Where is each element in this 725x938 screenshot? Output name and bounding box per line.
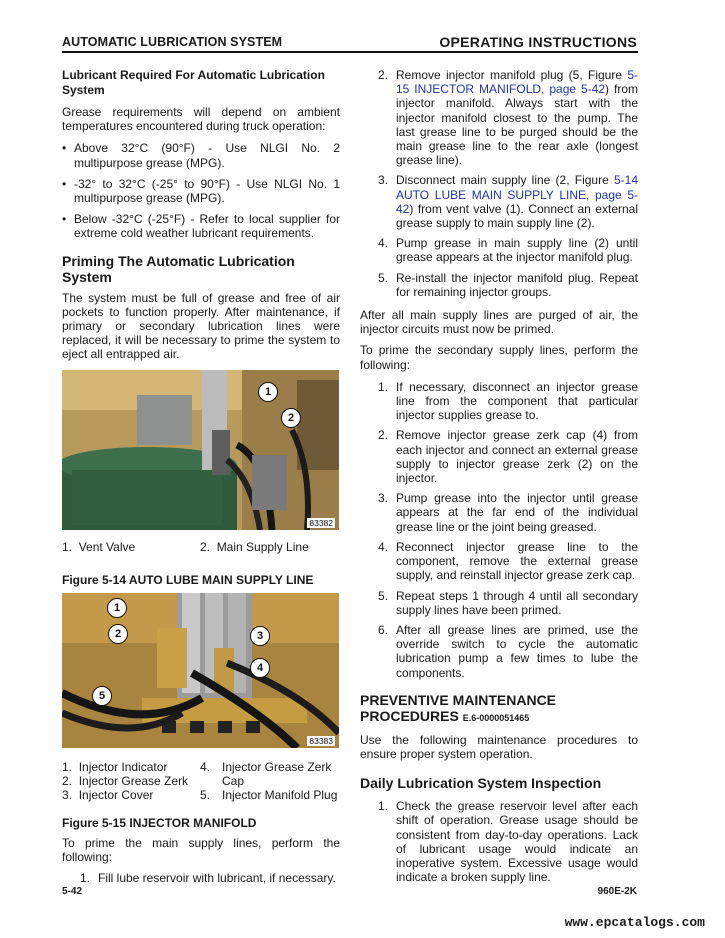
- lube-pump-illustration: [62, 370, 339, 530]
- step-item: 5. Repeat steps 1 through 4 until all secondary supply lines have been primed.: [378, 588, 638, 617]
- bullet-item: • Below -32°C (-25°F) - Refer to local supplier for extreme cold weather lubricant requirements.: [62, 212, 340, 240]
- step-item: 4. Reconnect injector grease line to the component, remove the external grease supply, and reinstall injector grease zerk cap.: [378, 539, 638, 583]
- legend-item: 2. Main Supply Line: [200, 540, 309, 554]
- callout-2: 2: [108, 624, 128, 644]
- legend-item: 5. Injector Manifold Plug: [200, 788, 338, 802]
- legend-item: 4. Injector Grease Zerk Cap: [200, 760, 332, 788]
- step-item: 3. Pump grease into the injector until grease appears at the far end of the individual grease line or the joint being greased.: [378, 491, 638, 534]
- prime-main-step: 1. Fill lube reservoir with lubricant, if necessary.: [80, 871, 336, 886]
- step-item: 2. Remove injector manifold plug (5, Figure 5-15 INJECTOR MANIFOLD, page 5-42) from injector manifold. Always start with the injector manifold closest to the pump. The last grease line to be purged should be the main grease line to the rear axle (longest grease line).: [378, 68, 638, 168]
- prime-main-intro: To prime the main supply lines, perform the following:: [62, 836, 340, 865]
- secondary-steps: [360, 380, 638, 680]
- pm-heading: PREVENTIVE MAINTENANCE PROCEDURES E.6-0000051465: [360, 691, 557, 724]
- legend-column-left: [62, 760, 188, 802]
- priming-heading: Priming The Automatic Lubrication System: [62, 252, 295, 285]
- daily-steps: [360, 799, 638, 884]
- purged-text: After all main supply lines are purged of air, the injector circuits must now be primed.: [360, 308, 638, 337]
- callout-3: 3: [250, 626, 270, 646]
- step-item: 2. Remove injector grease zerk cap (4) from each injector and connect an external grease supply to injector grease zerk (2) on the injector.: [378, 428, 638, 486]
- step-item: 3. Disconnect main supply line (2, Figure 5-14 AUTO LUBE MAIN SUPPLY LINE, page 5-42) from vent valve (1). Connect an external grease supply to main supply line (2).: [378, 173, 638, 231]
- legend-item: 1. Vent Valve: [62, 540, 136, 554]
- page-number: 5-42: [62, 886, 83, 897]
- model-number: 960E-2K: [597, 886, 637, 897]
- step-item: 4. Pump grease in main supply line (2) until grease appears at the injector manifold plug.: [378, 236, 638, 265]
- main-supply-steps: [360, 68, 638, 299]
- legend-item: 3. Injector Cover: [62, 788, 154, 802]
- legend-item: 1. Injector Indicator: [62, 760, 168, 774]
- callout-5: 5: [92, 686, 112, 706]
- website-watermark[interactable]: www.epcatalogs.com: [564, 915, 705, 930]
- step-item: 1. Check the grease reservoir level after each shift of operation. Grease usage should be consistent from day-to-day operations. Lack of lubricant usage would indicate an inoperative system. Excessive usage would indicate a broken supply line.: [378, 799, 638, 885]
- injector-manifold-illustration: [62, 593, 339, 748]
- lubricant-heading: Lubricant Required For Automatic Lubrication System: [62, 68, 325, 97]
- secondary-intro: To prime the secondary supply lines, perform the following:: [360, 343, 638, 372]
- photo-number: 83383: [309, 736, 333, 746]
- pm-code: E.6-0000051465: [462, 712, 530, 723]
- section-title: AUTOMATIC LUBRICATION SYSTEM: [62, 35, 283, 49]
- chapter-title: OPERATING INSTRUCTIONS: [439, 34, 637, 50]
- figure-15-photo: [62, 593, 339, 748]
- figure-link[interactable]: 5-14 AUTO LUBE MAIN SUPPLY LINE, page 5-42: [396, 173, 638, 216]
- lubricant-bullets: [62, 141, 340, 240]
- step-item: 1. If necessary, disconnect an injector grease line from the component that particular injector supplies grease to.: [378, 379, 638, 423]
- bullet-item: • -32° to 32°C (-25° to 90°F) - Use NLGI No. 1 multipurpose grease (MPG).: [62, 177, 340, 205]
- legend-item: 2. Injector Grease Zerk: [62, 774, 189, 788]
- right-column: [360, 68, 638, 890]
- callout-4: 4: [250, 658, 270, 678]
- callout-1: 1: [258, 382, 278, 402]
- figure-link[interactable]: 5-15 INJECTOR MANIFOLD, page 5-42: [396, 68, 638, 97]
- pm-text: Use the following maintenance procedures to ensure proper system operation.: [360, 732, 638, 761]
- lubricant-intro: Grease requirements will depend on ambient temperatures encountered during truck operation:: [62, 105, 340, 134]
- step-item: 6. After all grease lines are primed, use the override switch to cycle the automatic lubrication pump a few times to lube the components.: [378, 622, 638, 680]
- bullet-item: • Above 32°C (90°F) - Use NLGI No. 2 multipurpose grease (MPG).: [62, 141, 340, 169]
- figure-14-photo: [62, 370, 339, 530]
- callout-2: 2: [281, 408, 301, 428]
- left-column-bottom: [62, 836, 340, 886]
- legend-column-right: [200, 760, 340, 802]
- callout-1: 1: [107, 598, 127, 618]
- priming-text: The system must be full of grease and free of air pockets to function properly. After maintenance, if primary or secondary lubrication lines were replaced, it will be necessary to prime the system to eject all entrapped air.: [62, 290, 340, 362]
- header-rule: [62, 51, 638, 53]
- figure-15-title: Figure 5-15 INJECTOR MANIFOLD: [62, 816, 257, 830]
- left-column-top: [62, 68, 340, 362]
- photo-number: 83382: [309, 518, 333, 528]
- step-item: 5. Re-install the injector manifold plug. Repeat for remaining injector groups.: [378, 270, 638, 299]
- daily-heading: Daily Lubrication System Inspection: [360, 775, 602, 792]
- figure-14-title: Figure 5-14 AUTO LUBE MAIN SUPPLY LINE: [62, 573, 314, 587]
